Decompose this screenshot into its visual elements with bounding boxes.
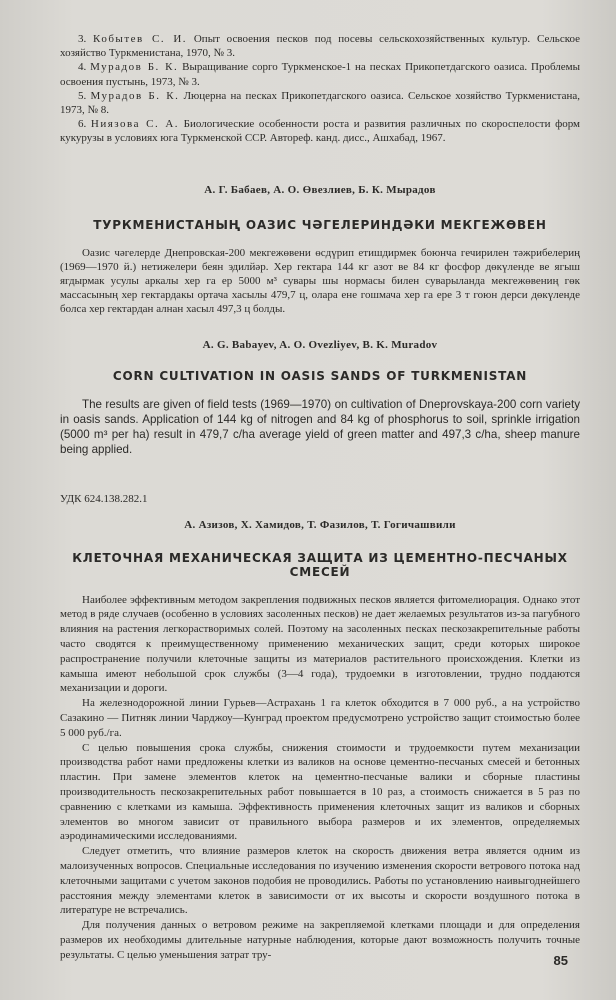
article-paragraph: На железнодорожной линии Гурьев—Астрахань 1 га клеток обходится в 7 000 руб., а на устройство Сазакино — Питняк линии Чарджоу—Кунград проектом предусмотрено устройство защит стоимостью более 5 000 руб./га. bbox=[60, 697, 580, 739]
page-number: 85 bbox=[553, 953, 568, 968]
turkmen-abstract: Оазис чәгелерде Днепровская-200 мекгежөвени өсдүрип етишдирмек боюнча гечирилен тәжрибелериң (1969—1970 й.) нетижелери беян эдилйәр. Хер гектара 144 кг азот ве 84 кг фосфор дөкүленде ве ягыш ягдырмак усулы аркалы хер га ер 5000 м³ сувары шы нормасы билен суварыланда мекгежөвениң гөк массасының хер гектардакы ортача хасылы 479,7 ц, олара ене гошмача хер га ере 3 т гоюн дерси дөкүленде болса хер гектардан алнан хасыл 497,3 ц болды. bbox=[60, 246, 580, 316]
article-paragraph: Для получения данных о ветровом режиме на закрепляемой клетками площади и для определения размеров их необходимы длительные натурные наблюдения, которые дают возможность получить точные результаты. С целью уменьшения затрат тру- bbox=[60, 919, 580, 961]
article-paragraph: С целью повышения срока службы, снижения стоимости и трудоемкости путем механизации производства работ нами предложены клетки из валиков на основе цементно-песчаных смесей и бетонных пластин. При замене элементов клеток на цементно-песчаные валики и сборные пластины производительность пескозакрепительных работ повышается в 10 раз, а стоимость снижается в 5 раз по сравнению с клетками из камыша. Эффективность применения клеточных защит из валиков и сборных элементов во многом зависит от правильного выбора размеров и их элементов, определяемых аэродинамическими исследованиями. bbox=[60, 741, 580, 843]
english-abstract: The results are given of field tests (1969—1970) on cultivation of Dneprovskaya-200 corn variety in oasis sands. Application of 144 kg of nitrogen and 84 kg of phosphorus to soil, sprinkle irrigation (5000 m³ per ha) result in 479,7 c/ha average yield of green matter and 497,3 c/ha, sheep manure being applied. bbox=[60, 397, 580, 456]
reference-author: Кобытев С. И. bbox=[93, 33, 188, 45]
turkmen-title: ТУРКМЕНИСТАНЫҢ ОАЗИС ЧӘГЕЛЕРИНДӘКИ МЕКГЕЖӨВЕН bbox=[93, 217, 547, 232]
reference-item: 4. Мурадов Б. К. Выращивание сорго Туркменское-1 на песках Прикопетдагского оазиса. Проблемы освоения пустынь, 1973, № 3. bbox=[60, 61, 581, 88]
english-authors: A. G. Babayev, A. O. Ovezliyev, B. K. Muradov bbox=[202, 338, 438, 351]
article-paragraph: Следует отметить, что влияние размеров клеток на скорость движения ветра является одним из малоизученных вопросов. Специальные исследования по изучению изменения скорости ветрового потока над клеточными защитами с учетом законов подобия не проводились. Работы по установлению наивыгоднейшего расстояния между элементами клеток в зависимости от их высоты и скорости воздушного потока в литературе не встречались. bbox=[60, 845, 580, 917]
article-body bbox=[60, 593, 580, 963]
reference-item: 5. Мурадов Б. К. Люцерна на песках Прикопетдагского оазиса. Сельское хозяйство Туркменистана, 1973, № 8. bbox=[60, 89, 581, 117]
article-authors: А. Азизов, Х. Хамидов, Т. Фазилов, Т. Гогичашвили bbox=[184, 518, 456, 531]
turkmen-authors: А. Г. Бабаев, А. О. Өвезлиев, Б. К. Мырадов bbox=[204, 183, 436, 196]
article-title: КЛЕТОЧНАЯ МЕХАНИЧЕСКАЯ ЗАЩИТА ИЗ ЦЕМЕНТНО-ПЕСЧАНЫХ СМЕСЕЙ bbox=[72, 550, 568, 579]
english-title: CORN CULTIVATION IN OASIS SANDS OF TURKMENISTAN bbox=[112, 368, 528, 383]
udk-code: УДК 624.138.282.1 bbox=[60, 492, 148, 505]
reference-text: Выращивание сорго Туркменское-1 на песках Прикопетдагского оазиса. Проблемы освоения пустынь, 1973, № 3. bbox=[60, 61, 581, 88]
article-paragraph: Наиболее эффективным методом закрепления подвижных песков является фитомелиорация. Однако этот метод в ряде случаев (особенно в условиях засоленных песков) не дает желаемых результатов из-за пагубного влияния на растения легкорастворимых солей. Поэтому на засоленных песках пескозакрепительные работы часто сводятся к преимущественному применению механических защит, среди которых широкое распространение получили клеточные защиты из материалов растительного происхождения. Клетки из камыша имеют небольшой срок службы (3—4 года), трудоемки в изготовлении, трудно поддаются механизации и дороги. bbox=[60, 593, 580, 695]
reference-author: Мурадов Б. К. bbox=[90, 89, 180, 102]
reference-text: Биологические особенности роста и развития различных по скороспелости форм кукурузы в условиях юга Туркменской ССР. Автореф. канд. дисс., Ашхабад, 1967. bbox=[60, 118, 581, 145]
reference-text: Люцерна на песках Прикопетдагского оазиса. Сельское хозяйство Туркменистана, 1973, № 8. bbox=[60, 89, 581, 117]
reference-item: 6. Ниязова С. А. Биологические особенности роста и развития различных по скороспелости форм кукурузы в условиях юга Туркменской ССР. Автореф. канд. дисс., Ашхабад, 1967. bbox=[60, 118, 581, 145]
reference-item: 3. Кобытев С. И. Опыт освоения песков под посевы сельскохозяйственных культур. Сельское хозяйство Туркменистана, 1970, № 3. bbox=[60, 33, 581, 60]
reference-author: Ниязова С. А. bbox=[90, 118, 180, 131]
reference-list bbox=[60, 32, 580, 146]
reference-author: Мурадов Б. К. bbox=[90, 61, 179, 74]
reference-text: Опыт освоения песков под посевы сельскохозяйственных культур. Сельское хозяйство Туркменистана, 1970, № 3. bbox=[60, 33, 581, 60]
